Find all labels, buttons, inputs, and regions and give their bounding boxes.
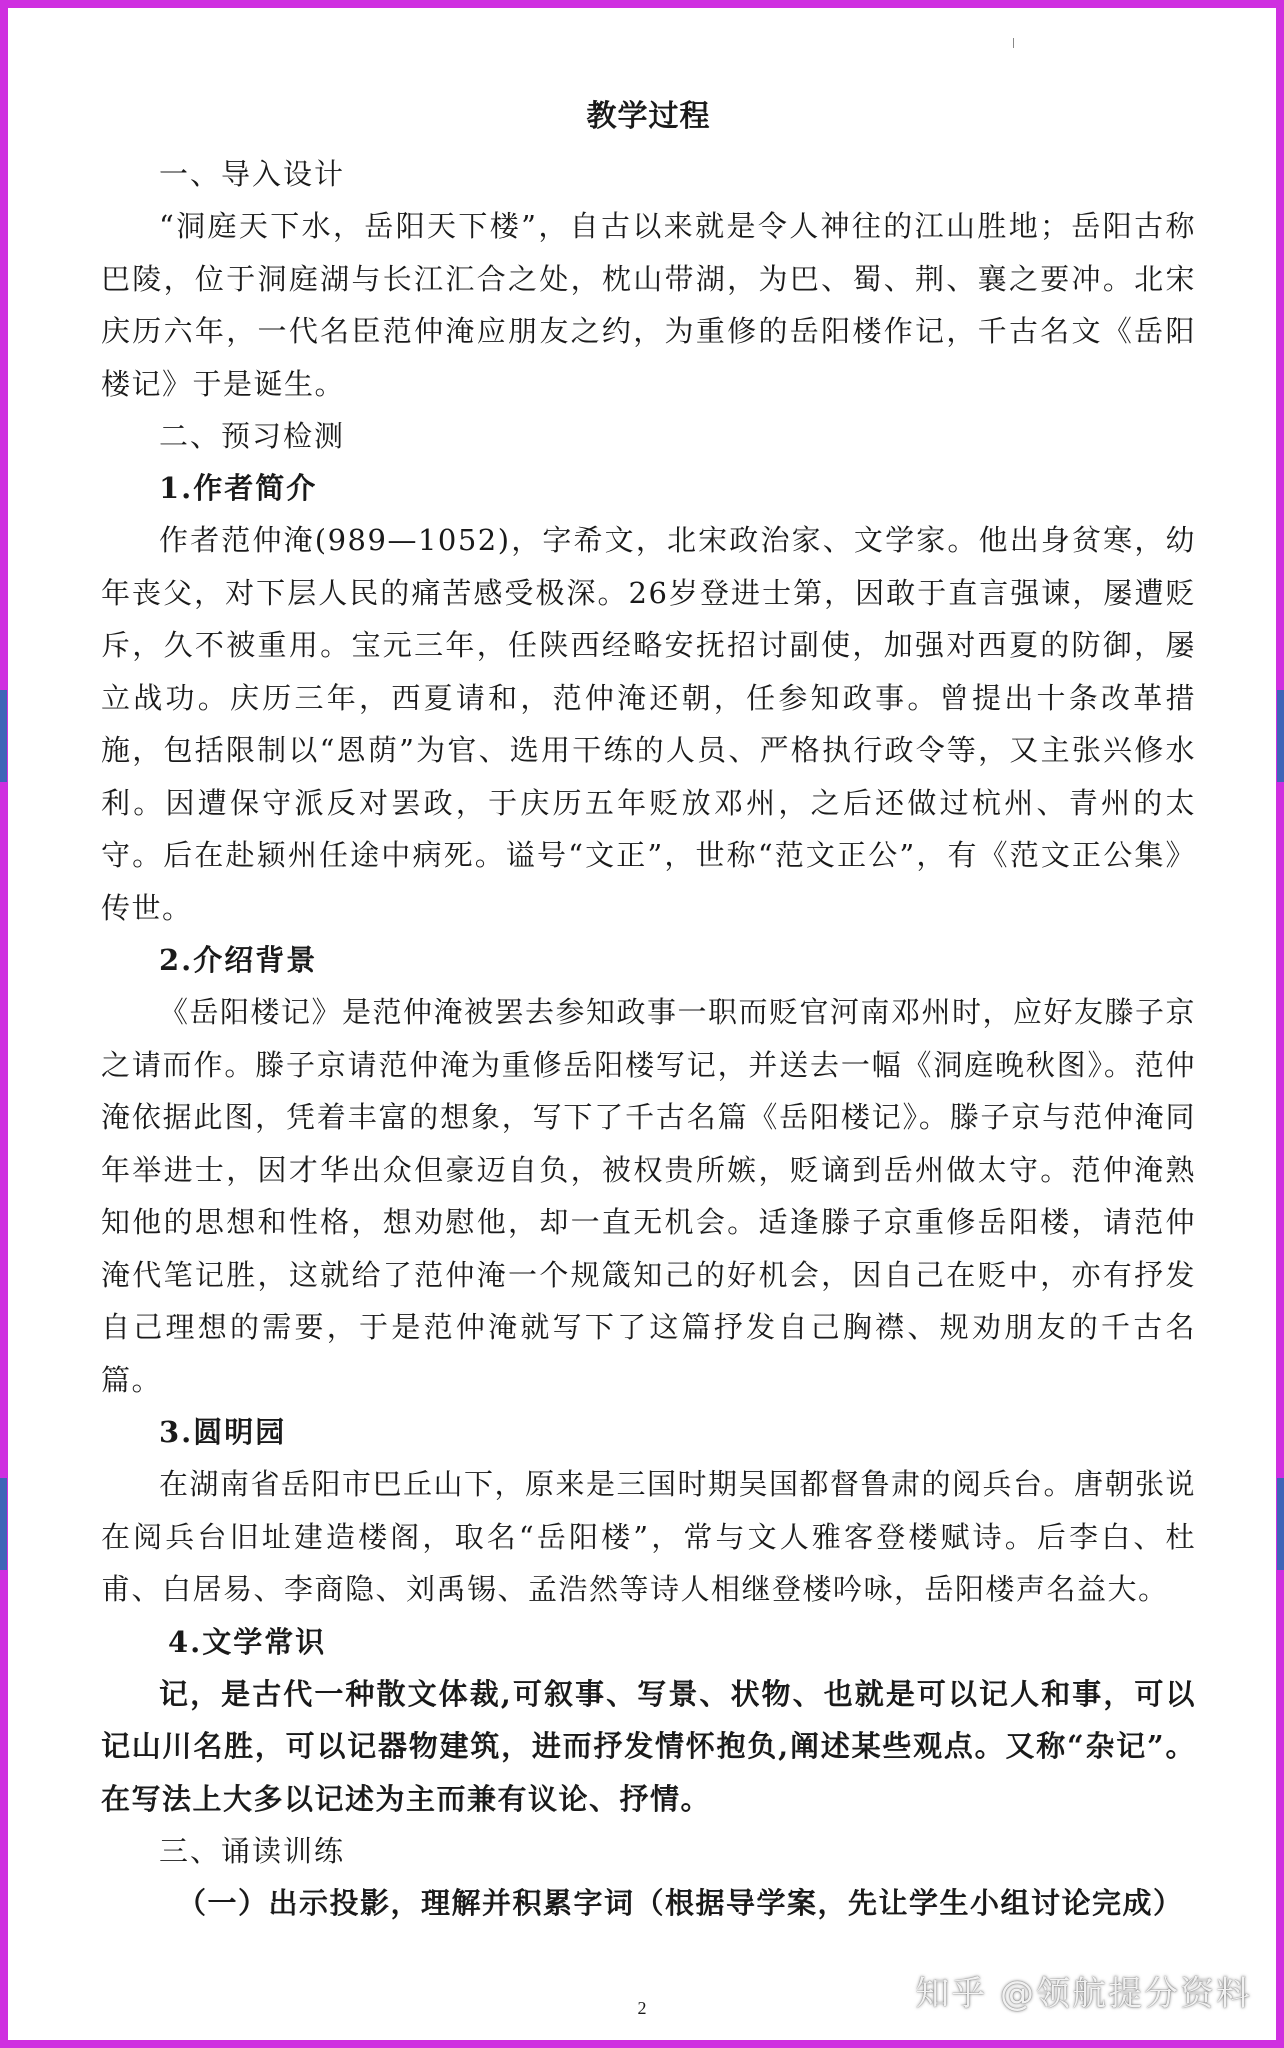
subheading-author: 1.作者简介: [159, 471, 318, 505]
section-heading-recitation: 三、诵读训练: [159, 1834, 346, 1868]
section-heading-preview: 二、预习检测: [159, 419, 346, 453]
page-number: 2: [637, 1998, 647, 2018]
scan-mark: [1013, 38, 1014, 48]
yueyang-tower-paragraph: 在湖南省岳阳市巴丘山下，原来是三国时期吴国都督鲁肃的阅兵台。唐朝张说在阅兵台旧址建造楼阁，取名“岳阳楼”，常与文人雅客登楼赋诗。后李白、杜甫、白居易、李商隐、刘禹锡、孟浩然等诗人相继登楼吟咏，岳阳楼声名益大。: [101, 1467, 1197, 1606]
subheading-background: 2.介绍背景: [159, 943, 318, 977]
author-paragraph: 作者范仲淹(989—1052)，字希文，北宋政治家、文学家。他出身贫寒，幼年丧父，对下层人民的痛苦感受极深。26岁登进士第，因敢于直言强谏，屡遭贬斥，久不被重用。宝元三年，任陕西经略安抚招讨副使，加强对西夏的防御，屡立战功。庆历三年，西夏请和，范仲淹还朝，任参知政事。曾提出十条改革措施，包括限制以“恩荫”为官、选用干练的人员、严格执行政令等，又主张兴修水利。因遭保守派反对罢政，于庆历五年贬放邓州，之后还做过杭州、青州的太守。后在赴颍州任途中病死。谥号“文正”，世称“范文正公”，有《范文正公集》传世。: [101, 523, 1196, 925]
page-title: 教学过程: [586, 99, 711, 134]
subheading-literary-knowledge: 4.文学常识: [168, 1624, 327, 1659]
intro-paragraph: “洞庭天下水，岳阳天下楼”，自古以来就是令人神往的江山胜地；岳阳古称巴陵，位于洞庭湖与长江汇合之处，枕山带湖，为巴、蜀、荆、襄之要冲。北宋庆历六年，一代名臣范仲淹应朋友之约，为重修的岳阳楼作记，千古名文《岳阳楼记》于是诞生。: [101, 209, 1196, 401]
section-heading-intro: 一、导入设计: [159, 157, 346, 191]
left-side-tab-lower: [0, 1478, 7, 1570]
right-side-tab-lower: [1277, 1478, 1284, 1570]
document-page: [8, 8, 1276, 2040]
zhihu-watermark: 知乎 @领航提分资料: [915, 1974, 1252, 2014]
subheading-yuanmingyuan: 3.圆明园: [159, 1415, 287, 1449]
right-side-tab-upper: [1277, 690, 1284, 782]
left-side-tab-upper: [0, 690, 7, 782]
recitation-item-1: （一）出示投影，理解并积累字词（根据导学案，先让学生小组讨论完成）: [177, 1886, 1184, 1920]
literary-knowledge-paragraph: 记，是古代一种散文体裁,可叙事、写景、状物、也就是可以记人和事，可以记山川名胜，可以记器物建筑，进而抒发情怀抱负,阐述某些观点。又称“杂记”。在写法上大多以记述为主而兼有议论、抒情。: [101, 1676, 1196, 1816]
document-content: [101, 86, 1196, 1930]
background-paragraph: 《岳阳楼记》是范仲淹被罢去参知政事一职而贬官河南邓州时，应好友滕子京之请而作。滕子京请范仲淹为重修岳阳楼写记，并送去一幅《洞庭晚秋图》。范仲淹依据此图，凭着丰富的想象，写下了千古名篇《岳阳楼记》。滕子京与范仲淹同年举进士，因才华出众但豪迈自负，被权贵所嫉，贬谪到岳州做太守。范仲淹熟知他的思想和性格，想劝慰他，却一直无机会。适逢滕子京重修岳阳楼，请范仲淹代笔记胜，这就给了范仲淹一个规箴知己的好机会，因自己在贬中，亦有抒发自己理想的需要，于是范仲淹就写下了这篇抒发自己胸襟、规劝朋友的千古名篇。: [101, 995, 1197, 1397]
